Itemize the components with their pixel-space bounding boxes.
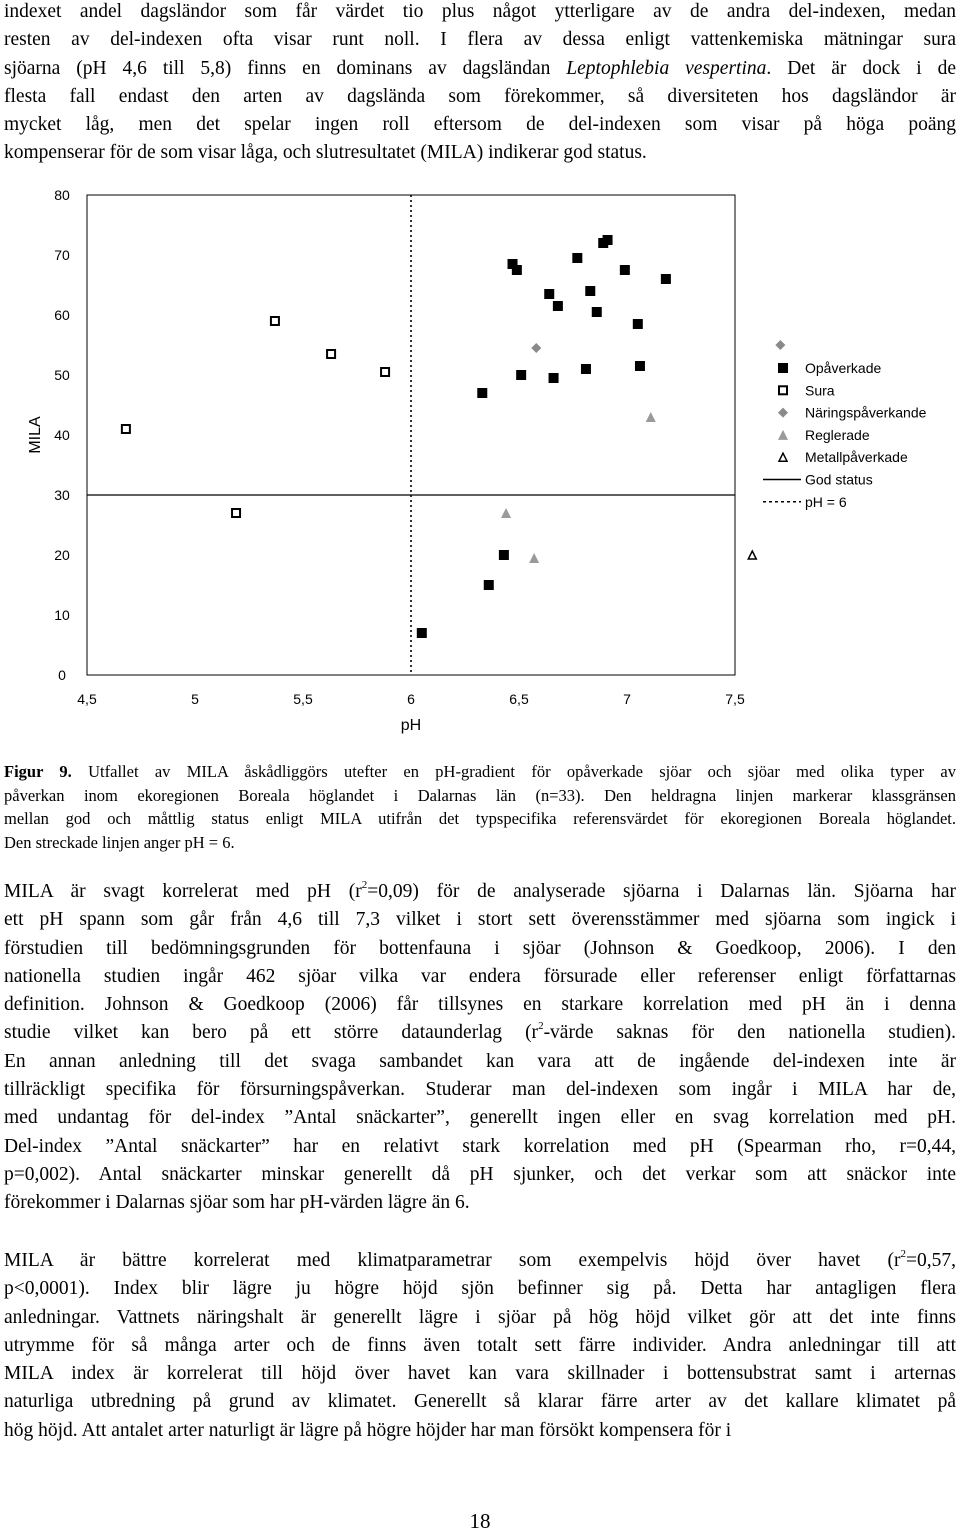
text-line: tillräckligt specifika för försurningspåverkan. Studerar man del-indexen som ingår i MILA har de, <box>4 1079 956 1101</box>
caption-line: mellan god och måttlig status enligt MILA utifrån det typspecifika referensvärdet för ekoregionen Boreala höglandet. <box>4 809 956 828</box>
data-point <box>775 340 785 350</box>
text-line: kompenserar för de som visar låga, och slutresultatet (MILA) indikerar god status. <box>4 142 647 164</box>
x-axis-label: pH <box>400 717 422 734</box>
data-point <box>635 361 645 371</box>
legend-label: Reglerade <box>805 426 870 443</box>
text-line: indexet andel dagsländor som får värdet tio plus något ytterligare av de andra del-indexen, medan <box>4 1 956 22</box>
y-tick-label: 40 <box>54 427 70 443</box>
x-tick-label: 7 <box>623 691 631 707</box>
y-tick-label: 80 <box>54 187 70 203</box>
y-tick-label: 60 <box>54 307 70 323</box>
data-point <box>484 580 494 590</box>
data-point <box>544 289 554 299</box>
text-line: sjöarna (pH 4,6 till 5,8) finns en dominans av dagsländan Leptophlebia vespertina. Det är dock i de <box>4 57 956 79</box>
text-line: ett pH spann som går från 4,6 till 7,3 vilket i stort sett överensstämmer med sjöarna som ingick i <box>4 909 956 931</box>
text-line: med undantag för del-index ”Antal snäckarter”, generellt ingen eller en svag korrelation med pH. <box>4 1107 956 1129</box>
data-point <box>271 317 279 325</box>
data-point <box>620 265 630 275</box>
data-point <box>661 274 671 284</box>
intro-paragraph <box>4 0 956 168</box>
x-tick-label: 5 <box>191 691 199 707</box>
text-line: utrymme för så många arter och de finns även totalt sett färre individer. Andra anledningar till att <box>4 1334 956 1356</box>
legend-label: God status <box>805 471 873 488</box>
legend-marker <box>778 363 788 373</box>
data-point <box>417 628 427 638</box>
caption-line: påverkan inom ekoregionen Boreala höglandet i Dalarnas län (n=33). Den heldragna linjen markerar klassgränsen <box>4 785 956 805</box>
data-point <box>501 508 511 518</box>
data-point <box>598 238 608 248</box>
text-line: flesta fall endast den arten av dagslända som förekommer, så diversiteten hos dagsländor är <box>4 85 956 107</box>
figure-caption <box>4 760 956 854</box>
legend-label: Sura <box>805 382 835 399</box>
text-line: mycket låg, men det spelar ingen roll eftersom de del-indexen som visar på höga poäng <box>4 114 956 136</box>
data-point <box>633 319 643 329</box>
data-point <box>512 265 522 275</box>
x-tick-label: 7,5 <box>725 691 745 707</box>
y-tick-label: 20 <box>54 547 70 563</box>
data-point <box>646 412 656 422</box>
figure-9 <box>0 178 960 738</box>
x-tick-label: 5,5 <box>293 691 313 707</box>
data-point <box>748 551 756 559</box>
y-tick-label: 0 <box>58 667 66 683</box>
text-line: studie vilket kan bero på ett större dataunderlag ($r^2$-värde saknas för den nationella studien). <box>4 1020 956 1044</box>
text-line: p<0,0001). Index blir lägre ju högre höjd sjön befinner sig på. Detta har antagligen flera <box>4 1278 956 1300</box>
text-line: Del-index ”Antal snäckarter” har en relativt stark korrelation med pH (Spearman rho, r=0,44, <box>4 1135 956 1157</box>
legend-marker <box>779 453 787 461</box>
text-line: förekommer i Dalarnas sjöar som har pH-värden lägre än 6. <box>4 1192 470 1214</box>
legend-label: pH = 6 <box>805 493 847 510</box>
data-point <box>516 370 526 380</box>
legend-marker <box>778 408 788 418</box>
page-number: 18 <box>469 1509 491 1533</box>
data-point <box>531 343 541 353</box>
legend-marker <box>779 386 787 394</box>
data-point <box>529 553 539 563</box>
caption-line: Den streckade linjen anger pH = 6. <box>4 832 235 852</box>
caption-label: Figur 9. <box>4 762 89 781</box>
data-point <box>572 253 582 263</box>
data-point <box>232 509 240 517</box>
species-name: Leptophlebia vespertina <box>566 57 767 79</box>
text-line: MILA index är korrelerat till höjd över havet kan vara skillnader i bottensubstrat samt i arternas <box>4 1363 956 1385</box>
text-line: naturliga utbredning på grund av klimatet. Generellt så klarar färre arter av det kallare klimatet på <box>4 1391 956 1413</box>
data-point <box>122 425 130 433</box>
legend-label: Näringspåverkande <box>805 404 927 421</box>
data-point <box>592 307 602 317</box>
text-line: definition. Johnson & Goedkoop (2006) får tillsynes en starkare korrelation med pH än i denna <box>4 994 956 1016</box>
text-line: förstudien till bedömningsgrunden för bottenfauna i sjöar (Johnson & Goedkoop, 2006). I den <box>4 937 956 959</box>
text-line: nationella studien ingår 462 sjöar vilka var endera försurade eller referenser enligt författarnas <box>4 965 956 987</box>
text-line: MILA är bättre korrelerat med klimatparametrar som exempelvis höjd över havet ($r^2=0,57$, <box>4 1248 956 1271</box>
text-line: En annan anledning till det svaga sambandet kan vara att de ingående del-indexen inte är <box>4 1050 956 1072</box>
y-axis-label: MILA <box>27 416 44 454</box>
legend-label: Opåverkade <box>805 360 882 376</box>
y-tick-label: 70 <box>54 247 70 263</box>
y-tick-label: 50 <box>54 367 70 383</box>
x-tick-label: 4,5 <box>77 691 97 707</box>
legend-label: Metallpåverkade <box>805 449 908 466</box>
paragraph-mila-climate <box>4 1247 956 1445</box>
text-line: p=0,002). Antal snäckarter minskar generellt då pH sjunker, och det verkar som att snäckor inte <box>4 1163 956 1185</box>
data-point <box>581 364 591 374</box>
data-point <box>499 550 509 560</box>
y-tick-label: 10 <box>54 607 70 623</box>
caption-line: Figur 9. Utfallet av MILA åskådliggörs utefter en pH-gradient för opåverkade sjöar och sjöar med olika typer av <box>4 762 957 781</box>
text-line: resten av del-indexen ofta visar runt noll. I flera av dessa enligt vattenkemiska mätningar sura <box>4 29 956 51</box>
data-point <box>327 350 335 358</box>
data-point <box>381 368 389 376</box>
legend-marker <box>778 430 788 440</box>
x-tick-label: 6,5 <box>509 691 529 707</box>
mila-ph-scatter-chart <box>0 178 960 738</box>
text-line: MILA är svagt korrelerat med pH $(r^2=0,09)$ för de analyserade sjöarna i Dalarnas län. Sjöarna har <box>4 879 956 902</box>
data-point <box>553 301 563 311</box>
paragraph-mila-ph <box>4 878 956 1218</box>
text-line: hög höjd. Att antalet arter naturligt är lägre på högre höjder har man försökt kompensera för i <box>4 1419 732 1441</box>
y-tick-label: 30 <box>54 487 70 503</box>
text-line: anledningar. Vattnets näringshalt är generellt lägre i sjöar på hög höjd vilket gör att det inte finns <box>4 1306 956 1328</box>
data-point <box>585 286 595 296</box>
x-tick-label: 6 <box>407 691 415 707</box>
data-point <box>549 373 559 383</box>
data-point <box>477 388 487 398</box>
